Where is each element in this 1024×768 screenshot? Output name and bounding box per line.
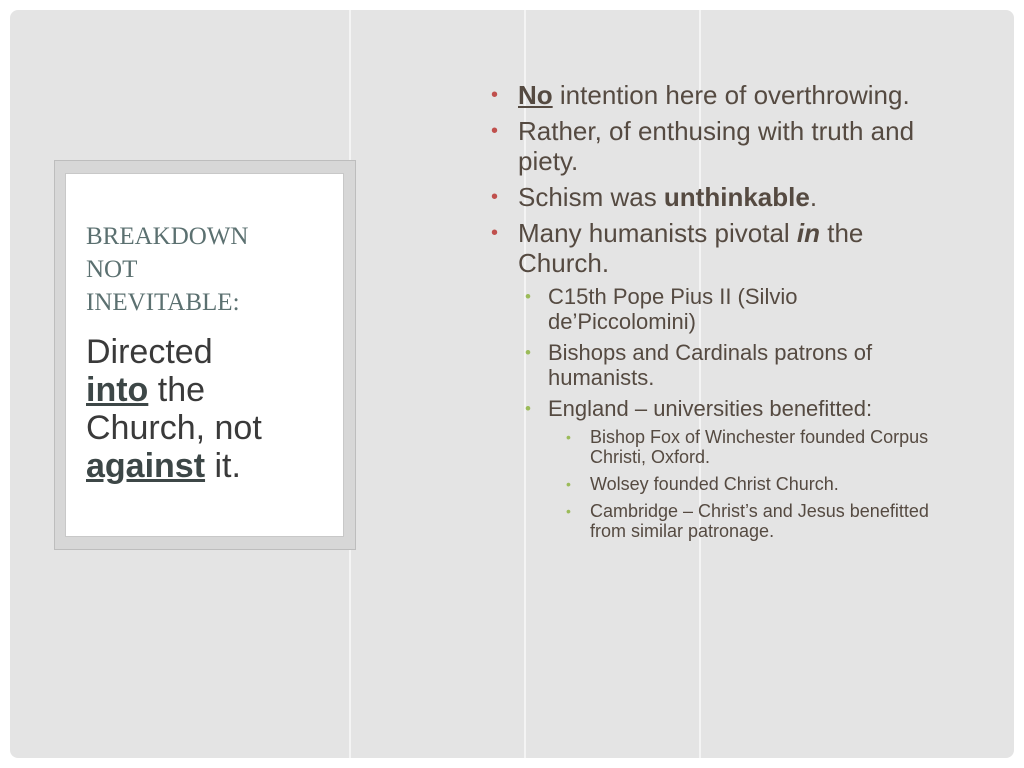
bullet-item: • Schism was unthinkable. <box>491 182 818 212</box>
sub-sub-bullet-item: • Cambridge – Christ’s and Jesus benefitted from similar patronage. <box>566 501 929 541</box>
subtitle-text: Church, not <box>86 409 262 447</box>
bullet-item: • No intention here of overthrowing. <box>491 80 910 110</box>
subtitle-text: Directed <box>86 333 213 371</box>
bullet-dot-icon: • <box>491 186 499 208</box>
sub-sub-bullet-item: • Bishop Fox of Winchester founded Corpus Christi, Oxford. <box>566 427 929 467</box>
subtitle-text: it. <box>205 447 241 485</box>
bullet-item: • Rather, of enthusing with truth and piety. <box>491 116 915 176</box>
sub-sub-bullet-item: • Wolsey founded Christ Church. <box>566 474 839 494</box>
bullet-dot-icon: • <box>566 429 571 445</box>
title-line: INEVITABLE: <box>86 289 240 316</box>
slide-subtitle <box>86 333 336 485</box>
bullet-dot-icon: • <box>525 287 531 306</box>
subtitle-text: the <box>148 371 206 409</box>
bullet-dot-icon: • <box>566 476 571 492</box>
bullet-dot-icon: • <box>491 84 499 106</box>
title-line: NOT <box>86 256 138 283</box>
bullet-dot-icon: • <box>566 503 571 519</box>
sub-bullet-item: • England – universities benefitted: <box>525 396 873 421</box>
sub-bullet-item: • C15th Pope Pius II (Silvio de’Piccolomini) <box>525 284 798 334</box>
slide-title <box>86 220 336 319</box>
subtitle-emphasis-into: into <box>86 371 149 409</box>
bullet-item: • Many humanists pivotal in the Church. <box>491 218 864 278</box>
sub-bullet-item: • Bishops and Cardinals patrons of humanists. <box>525 340 873 390</box>
title-line: BREAKDOWN <box>86 223 249 250</box>
bullet-dot-icon: • <box>525 399 531 418</box>
bullet-dot-icon: • <box>491 120 499 142</box>
bullet-list <box>480 80 940 548</box>
subtitle-emphasis-against: against <box>86 447 206 485</box>
bullet-dot-icon: • <box>525 343 531 362</box>
bullet-dot-icon: • <box>491 222 499 244</box>
